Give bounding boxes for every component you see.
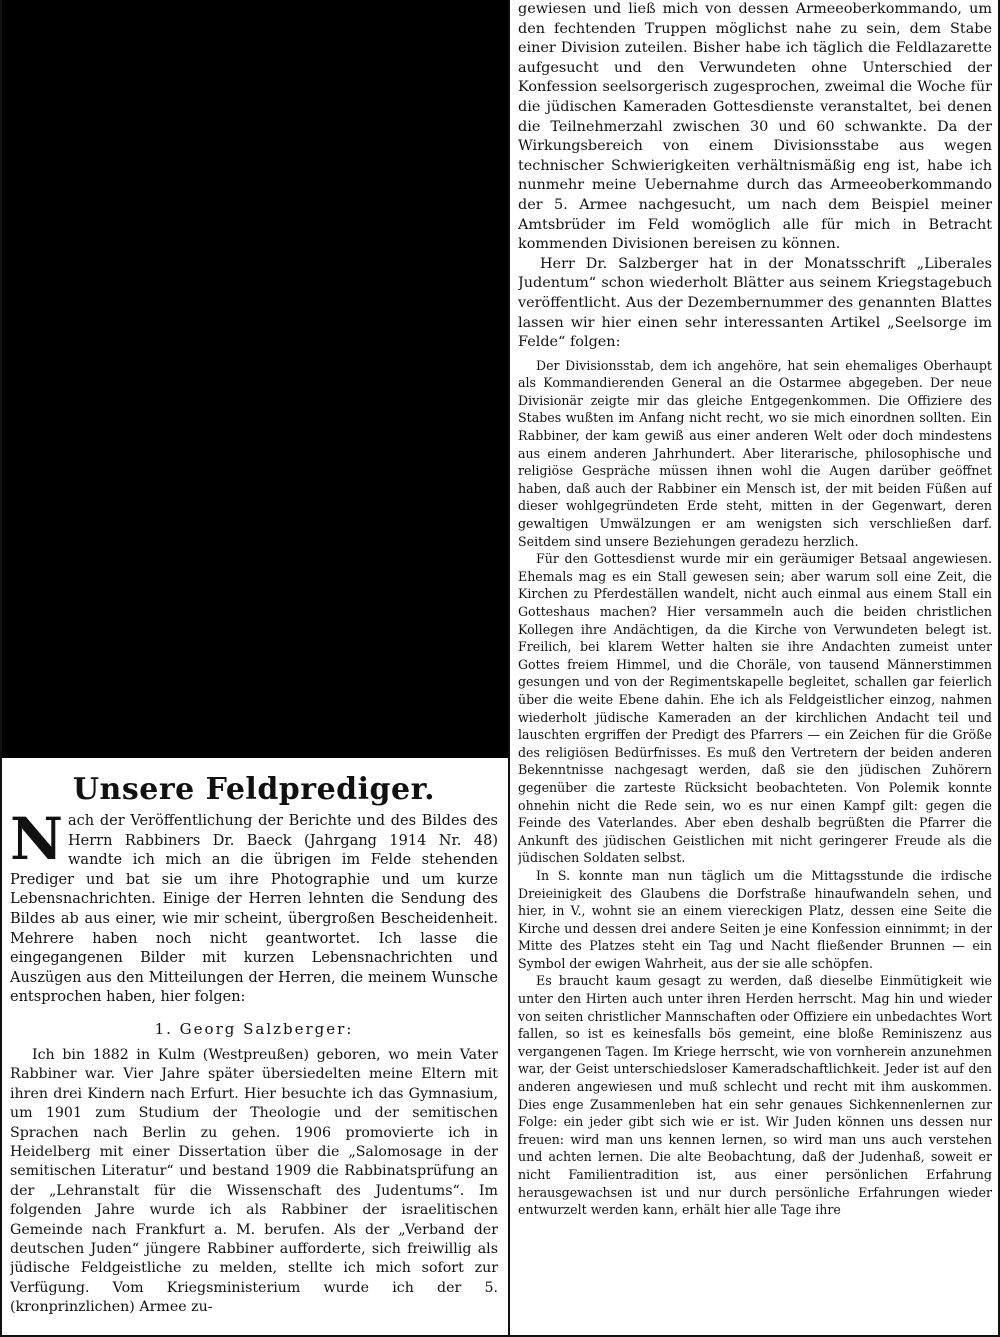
quoted-paragraph: Es braucht kaum gesagt zu werden, daß dieselbe Einmütigkeit wie unter den Hirten auch unter ihren Herden herrscht. Mag hin und wieder von seiten christlicher Mannschaften oder Offiziere ein unbedachtes Wort fallen, so ist es keinesfalls bös gemeint, eine bloße Reminiszenz aus vergangenen Tagen. Im Kriege herrscht, wie von vornherein anzunehmen war, der Geist unterschiedsloser Kameradschaftlichkeit. Jeder ist auf den anderen angewiesen und muß schlecht und recht mit ihm auskommen. Dies enge Zusammenleben hat ein sehr genaues Sichkennenlernen zur Folge: ein jeder gibt sich wie er ist. Wir Juden können uns dessen nur freuen: wird man uns kennen lernen, so wird man uns auch verstehen und achten lernen. Die alte Beobachtung, daß der Judenhaß, soweit er nicht Familientradition ist, aus einer persönlichen Erfahrung herausgewachsen ist und nur durch persönliche Erfahrungen wieder entwurzelt werden kann, erhält hier alle Tage ihre (518, 973, 992, 1218)
editor-note-paragraph: Herr Dr. Salzberger hat in der Monatsschrift „Liberales Judentum“ schon wiederholt Blätter aus seinem Kriegstagebuch veröffentlicht. Aus der Dezembernummer des genannten Blattes lassen wir hier einen sehr interessanten Artikel „Seelsorge im Felde“ folgen: (518, 255, 992, 351)
column-divider (508, 0, 510, 1337)
article-title: Unsere Feldprediger. (72, 772, 436, 807)
right-column (518, 0, 992, 1337)
drop-cap: N (10, 805, 64, 873)
section-heading: 1. Georg Salzberger: (154, 1019, 354, 1038)
quoted-paragraph: Der Divisionsstab, dem ich angehöre, hat sein ehemaliges Oberhaupt als Kommandierenden General an die Ostarmee abgegeben. Der neue Divisionär zeigte mir das gleiche Entgegenkommen. Die Offiziere des Stabes wußten im Anfang nicht recht, wo sie mich einordnen sollten. Ein Rabbiner, der kam gewiß aus einer anderen Welt oder doch mindestens aus einem anderen Jahrhundert. Aber literarische, philosophische und religiöse Gespräche müssen ihnen wohl die Augen darüber geöffnet haben, daß auch der Rabbiner ein Mensch ist, der mit beiden Füßen auf dieser wohlgegründeten Erde steht, mitten in der Gegenwart, deren gewaltigen Umwälzungen er am wenigsten sich verschließen darf. Seitdem sind unsere Beziehungen geradezu herzlich. (518, 357, 992, 549)
intro-paragraph (10, 805, 498, 1008)
quoted-paragraph: In S. konnte man nun täglich um die Mittagsstunde die irdische Dreieinigkeit des Glaubens die Dorfstraße hinaufwandeln sehen, und hier, in V., wohnt sie an einem viereckigen Platz, dessen eine Seite die Kirche und dessen drei andere Seiten je eine Konfession einnimmt; in der Mitte des Platzes steht ein Tag und Nacht fließender Brunnen — ein Symbol der ewigen Wahrheit, aus der sie alle schöpfen. (518, 867, 992, 971)
intro-text: ach der Veröffentlichung der Berichte und des Bildes des Herrn Rabbiners Dr. Baeck (Jahrgang 1914 Nr. 48) wandte ich mich an die übrigen im Felde stehenden Prediger und bat sie um ihre Photographie und um kurze Lebensnachrichten. Einige der Herren lehnten die Sendung des Bildes ab aus einer, wie mir scheint, übergroßen Bescheidenheit. Mehrere haben noch nicht geantwortet. Ich lasse die eingegangenen Bilder mit kurzen Lebensnachrichten und Auszügen aus den Mitteilungen der Herren, die meinem Wunsche entsprochen haben, hier folgen: (10, 813, 498, 1006)
biography-paragraph: Ich bin 1882 in Kulm (Westpreußen) geboren, wo mein Vater Rabbiner war. Vier Jahre später übersiedelten meine Eltern mit ihren drei Kindern nach Erfurt. Hier besuchte ich das Gymnasium, um 1901 zum Studium der Theologie und der semitischen Sprachen nach Berlin zu gehen. 1906 promovierte ich in Heidelberg mit einer Dissertation über die „Salomosage in der semitischen Literatur“ und bestand 1909 die Rabbinatsprüfung an der „Lehranstalt für die Wissenschaft des Judentums“. Im folgenden Jahre wurde ich als Rabbiner der israelitischen Gemeinde nach Frankfurt a. M. berufen. Als der „Verband der deutschen Juden“ jüngere Rabbiner aufforderte, sich freiwillig als jüdische Feldgeistliche zu melden, stellte ich mich sofort zur Verfügung. Vom Kriegsministerium wurde ich der 5. (kronprinzlichen) Armee zu- (10, 1046, 498, 1316)
continued-paragraph: gewiesen und ließ mich von dessen Armeeoberkommando, um den fechtenden Truppen möglichst nahe zu sein, dem Stabe einer Division zuteilen. Bisher habe ich täglich die Feldlazarette aufgesucht und den Verwundeten ohne Unterschied der Konfession seelsorgerisch zugesprochen, zweimal die Woche für die jüdischen Kameraden Gottesdienste veranstaltet, bei denen die Teilnehmerzahl zwischen 30 und 60 schwankte. Da der Wirkungsbereich von einem Divisionsstabe aus wegen technischer Schwierigkeiten verhältnismäßig eng ist, habe ich nunmehr meine Uebernahme durch das Armeeoberkommando der 5. Armee nachgesucht, um nach dem Beispiel meiner Amtsbrüder im Feld womöglich alle für mich in Betracht kommenden Divisionen bereisen zu können. (518, 1, 992, 253)
blacked-out-region (0, 0, 508, 758)
left-column (10, 766, 498, 1332)
quoted-paragraph: Für den Gottesdienst wurde mir ein geräumiger Betsaal angewiesen. Ehemals mag es ein Stall gewesen sein; aber warum soll eine Zeit, die Kirchen zu Pferdeställen wandelt, nicht auch einmal aus einem Stall ein Gotteshaus machen? Hier versammeln auch die beiden christlichen Kollegen ihre Andächtigen, da die Kirche von Verwundeten belegt ist. Freilich, bei klarem Wetter halten sie ihre Andachten zumeist unter Gottes freiem Himmel, und die Choräle, von tausend Männerstimmen gesungen und von der Regimentskapelle begleitet, schallen gar feierlich über die weite Ebene dahin. Ehe ich als Feldgeistlicher einzog, nahmen wiederholt jüdische Kameraden an der kirchlichen Andacht teil und lauschten ergriffen der Predigt des Pfarrers — ein Zeichen für die Größe des religiösen Bedürfnisses. Es muß den Vertretern der beiden anderen Bekenntnisse nachgesagt werden, daß sie den jüdischen Zuhörern gegenüber die zarteste Rücksicht beobachteten. Von Polemik konnte ohnehin nicht die Rede sein, wo es nur einen Kampf gilt: gegen die Feinde des Vaterlandes. Aber eben deshalb begrüßten die Pfarrer die Ankunft des jüdischen Geistlichen mit nicht geringerer Freude als die jüdischen Soldaten selbst. (518, 551, 992, 866)
